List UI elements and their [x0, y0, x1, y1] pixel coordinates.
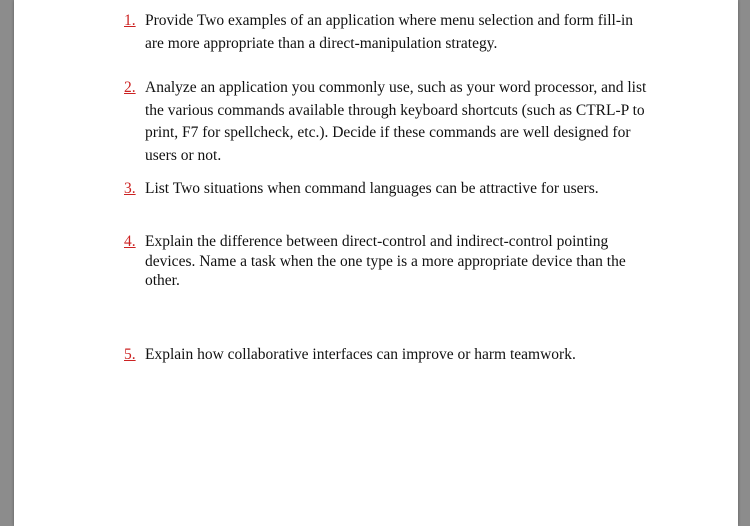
question-number-4: 4.	[124, 233, 136, 250]
question-text-1: Provide Two examples of an application where menu selection and form fill-in are more appropriate than a direct-manipulation strategy.	[145, 12, 634, 52]
question-text-3: List Two situations when command languages can be attractive for users.	[145, 180, 599, 197]
question-text-2: Analyze an application you commonly use, such as your word processor, and list the various commands available through keyboard shortcuts (such as CTRL-P to print, F7 for spellcheck, etc.). Decide if these commands are well designed for users or not.	[145, 79, 647, 164]
question-number-3: 3.	[124, 180, 136, 197]
question-text-5: Explain how collaborative interfaces can improve or harm teamwork.	[145, 346, 576, 363]
document-page	[14, 0, 738, 526]
question-number-1: 1.	[124, 12, 136, 29]
question-text-4: Explain the difference between direct-control and indirect-control pointing devices. Name a task when the one type is a more appropriate device than the other.	[145, 233, 626, 289]
question-number-2: 2.	[124, 79, 136, 96]
question-number-5: 5.	[124, 346, 136, 363]
